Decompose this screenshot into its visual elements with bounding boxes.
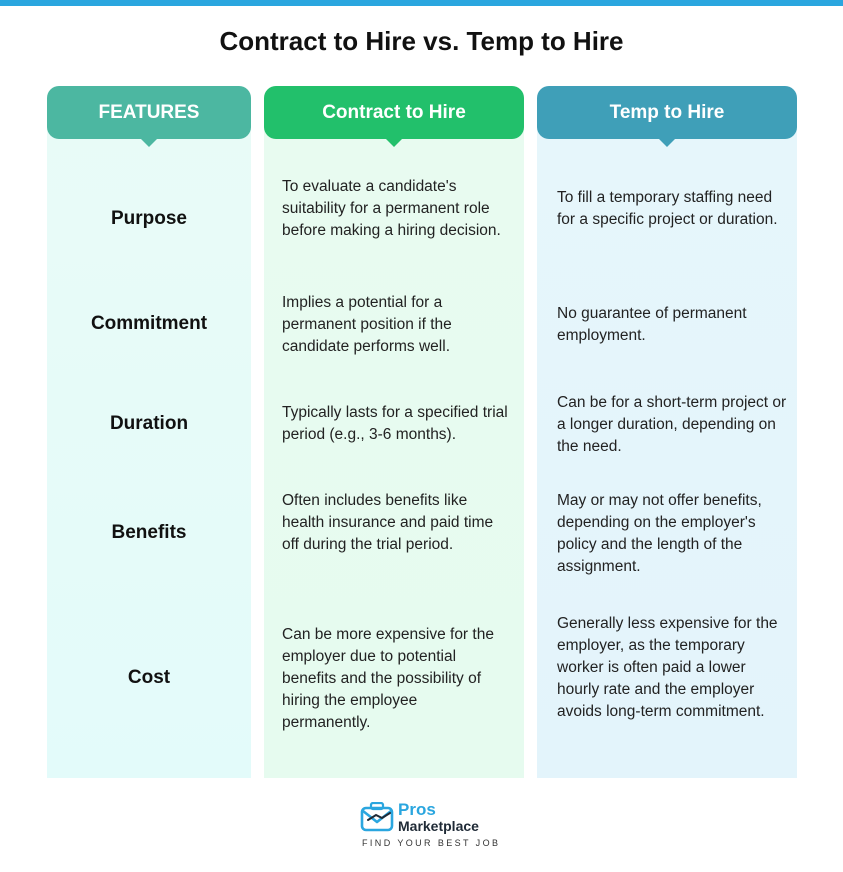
- contract-to-hire-header: Contract to Hire: [264, 86, 524, 139]
- page-title: Contract to Hire vs. Temp to Hire: [219, 26, 624, 56]
- contract-commitment-cell: Implies a potential for a permanent position if the candidate performs well.: [282, 294, 452, 355]
- contract-benefits-cell: Often includes benefits like health insurance and paid time off during the trial period.: [282, 492, 494, 553]
- logo-tagline: FIND YOUR BEST JOB: [362, 838, 501, 848]
- features-column: [47, 86, 251, 778]
- feature-duration: Duration: [109, 413, 189, 434]
- logo-name-pros: Pros: [398, 800, 436, 819]
- feature-purpose: Purpose: [110, 208, 188, 229]
- temp-purpose-cell: To fill a temporary staffing need for a specific project or duration.: [557, 189, 778, 228]
- pros-marketplace-logo: [360, 800, 501, 852]
- feature-benefits: Benefits: [111, 522, 187, 543]
- features-header: FEATURES: [47, 86, 251, 139]
- feature-commitment: Commitment: [90, 313, 208, 334]
- feature-cost: Cost: [127, 667, 171, 688]
- contract-duration-cell: Typically lasts for a specified trial period (e.g., 3-6 months).: [282, 404, 508, 443]
- contract-purpose-cell: To evaluate a candidate's suitability for a permanent role before making a hiring decision.: [282, 178, 501, 239]
- briefcase-envelope-icon: [360, 802, 394, 832]
- contract-to-hire-column: [264, 86, 524, 778]
- contract-cost-cell: Can be more expensive for the employer due to potential benefits and the possibility of hiring the employee permanently.: [282, 626, 494, 731]
- temp-cost-cell: Generally less expensive for the employer, as the temporary worker is often paid a lower hourly rate and the employer avoids long-term commitment.: [557, 615, 778, 720]
- temp-commitment-cell: No guarantee of permanent employment.: [557, 305, 747, 344]
- temp-duration-cell: Can be for a short-term project or a longer duration, depending on the need.: [557, 394, 787, 455]
- temp-to-hire-column: [537, 86, 797, 778]
- top-accent-bar: [0, 0, 843, 6]
- temp-to-hire-header: Temp to Hire: [537, 86, 797, 139]
- temp-benefits-cell: May or may not offer benefits, depending on the employer's policy and the length of the assignment.: [557, 492, 762, 575]
- logo-name-marketplace: Marketplace: [398, 818, 479, 834]
